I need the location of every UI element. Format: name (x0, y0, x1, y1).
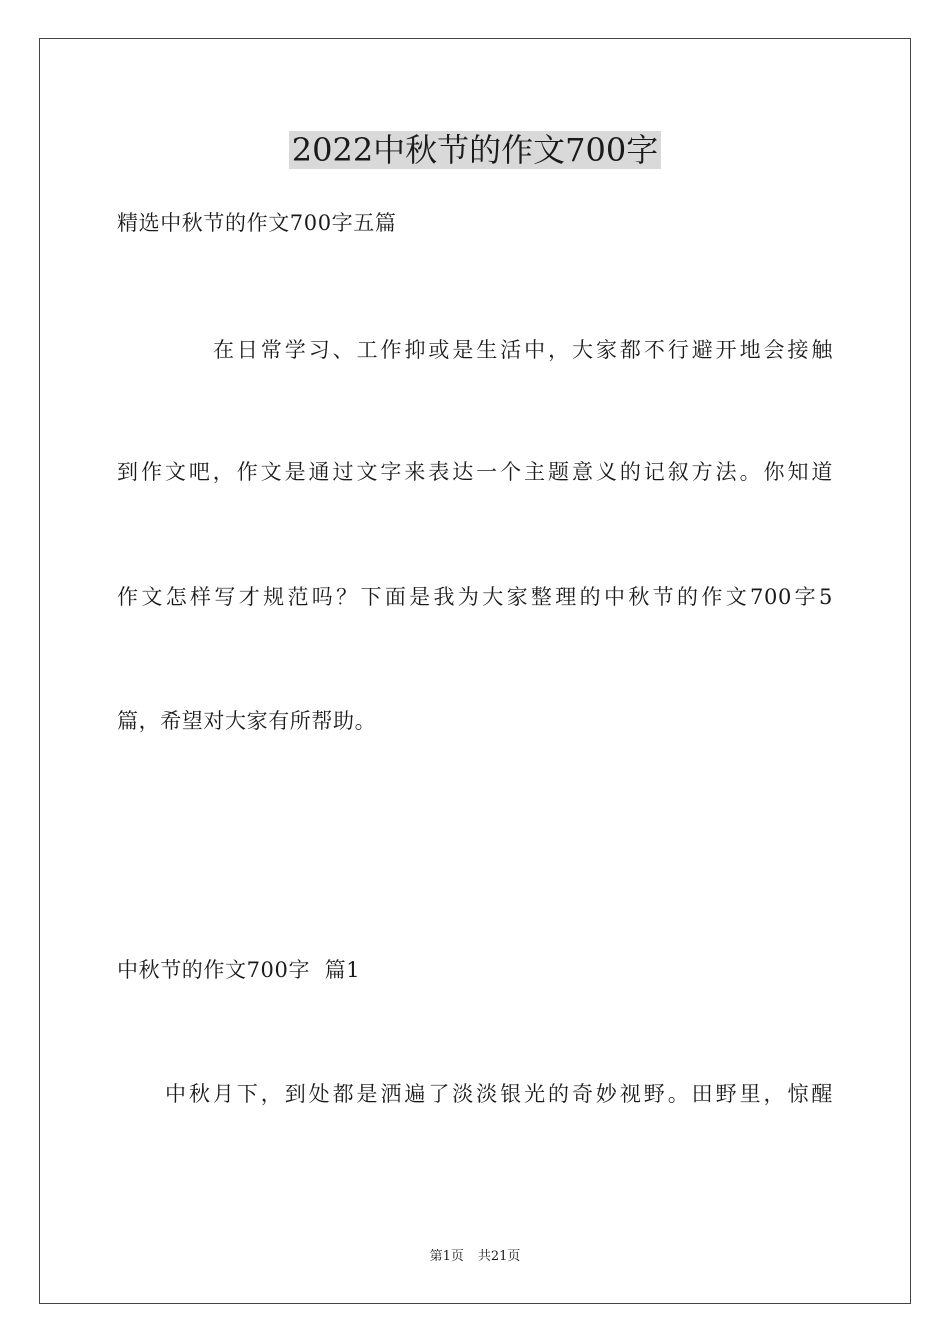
page-total: 共21页 (477, 1249, 521, 1264)
intro-line-3: 作文怎样写才规范吗？下面是我为大家整理的中秋节的作文700字5 (117, 585, 833, 609)
intro-line-4: 篇，希望对大家有所帮助。 (117, 709, 377, 733)
document-title (0, 126, 950, 174)
section-heading: 中秋节的作文700字 篇1 (117, 958, 361, 982)
document-subtitle: 精选中秋节的作文700字五篇 (117, 211, 397, 235)
page-footer (0, 1247, 950, 1267)
intro-line-2: 到作文吧，作文是通过文字来表达一个主题意义的记叙方法。你知道 (117, 460, 833, 484)
document-title-text: 2022中秋节的作文700字 (289, 131, 662, 169)
section-paragraph-line-1: 中秋月下，到处都是洒遍了淡淡银光的奇妙视野。田野里，惊醒 (165, 1082, 833, 1106)
intro-line-1: 在日常学习、工作抑或是生活中，大家都不行避开地会接触 (213, 338, 833, 362)
page-number: 第1页 (429, 1249, 464, 1264)
